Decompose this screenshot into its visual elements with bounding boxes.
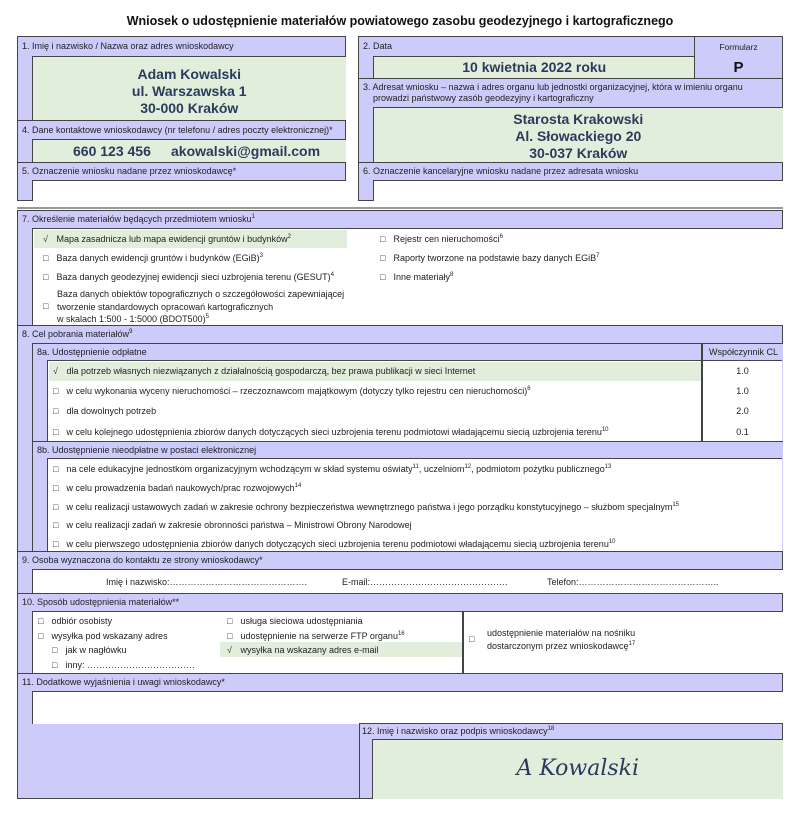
footnote-ref: 17 (628, 641, 636, 647)
item-label-line1: udostępnienie materiałów na nośniku (487, 628, 636, 638)
item-label: , uczelniom (418, 464, 465, 474)
cl-value-text: 1.0 (736, 386, 749, 396)
item-label-line3 (57, 313, 344, 326)
applicant-street: ul. Warszawska 1 (131, 83, 247, 99)
section-12-label (362, 726, 554, 737)
form-type-value: P (733, 59, 744, 76)
item-label: Raporty tworzone na podstawie bazy danych EGiB (393, 253, 597, 263)
cl-value-text: 2.0 (736, 406, 749, 416)
contact-person-phone-field[interactable]: Telefon:……………………………………….. (547, 577, 719, 587)
section-4-label: 4. Dane kontaktowe wnioskodawcy (nr telefonu / adres poczty elektronicznej)* (22, 125, 333, 135)
materials-item-gesut[interactable] (43, 272, 334, 283)
remarks-field[interactable] (32, 691, 783, 724)
checkbox-unchecked-icon[interactable]: □ (380, 234, 386, 244)
checkbox-unchecked-icon[interactable]: □ (469, 634, 475, 644)
section-8a-label: 8a. Udostępnienie odpłatne (37, 347, 147, 357)
footnote-ref: 3 (259, 253, 263, 259)
separator (17, 207, 783, 209)
footnote-ref: 16 (397, 631, 405, 637)
signature: A Kowalski (516, 756, 640, 781)
applicant-name-address-field[interactable] (32, 56, 346, 121)
checkbox-unchecked-icon[interactable]: □ (227, 631, 233, 641)
item-label: udostępnienie na serwerze FTP organu (240, 631, 398, 641)
date-field[interactable] (373, 56, 695, 79)
form-type-box (694, 36, 783, 79)
free-item-network-first[interactable] (53, 539, 616, 550)
delivery-applicant-medium[interactable] (469, 627, 635, 653)
item-label-line1: Baza danych obiektów topograficznych o szczegółowości zapewniającej (57, 289, 345, 299)
paid-item-any-needs[interactable] (53, 406, 156, 417)
item-label: Rejestr cen nieruchomości (393, 234, 500, 244)
item-label-line2 (487, 640, 635, 653)
delivery-ftp[interactable] (227, 631, 405, 642)
item-label: wysyłka na wskazany adres e-mail (240, 645, 379, 655)
footnote-ref: 8 (450, 272, 454, 278)
footnote-ref: 10 (601, 427, 609, 433)
delivery-postal[interactable] (38, 631, 168, 642)
checkbox-unchecked-icon[interactable]: □ (53, 483, 59, 493)
section-signature (359, 723, 783, 799)
delivery-column-divider (462, 612, 464, 674)
checkbox-unchecked-icon[interactable]: □ (43, 272, 49, 282)
section-8-label (22, 329, 132, 340)
section-3-label-line1: 3. Adresat wniosku – nazwa i adres organu lub jednostki organizacyjnej, która w imieniu organu (363, 82, 743, 92)
checkbox-unchecked-icon[interactable]: □ (52, 645, 58, 655)
addressee-field[interactable] (373, 107, 783, 163)
section-applicant (17, 36, 346, 121)
delivery-email[interactable] (227, 645, 379, 656)
section-5-label: 5. Oznaczenie wniosku nadane przez wnioskodawcę* (22, 166, 237, 176)
materials-item-egib[interactable] (43, 253, 263, 264)
item-label: Mapa zasadnicza lub mapa ewidencji gruntów i budynków (56, 234, 288, 244)
addressee-name: Starosta Krakowski (513, 111, 644, 127)
free-options-panel (47, 458, 782, 551)
item-label: w celu pierwszego udostępnienia zbiorów danych dotyczących sieci uzbrojenia terenu podmiotowi władającemu siecią uzbrojenia terenu (66, 539, 609, 549)
materials-panel (32, 228, 783, 327)
delivery-postal-other-address[interactable] (52, 660, 195, 671)
item-label: w celu realizacji zadań w zakresie obronności państwa – Ministrowi Obrony Narodowej (66, 520, 412, 530)
applicant-reference-field[interactable] (32, 180, 346, 201)
footnote-ref: 12 (464, 464, 472, 470)
checkbox-checked-icon[interactable]: √ (53, 366, 58, 376)
item-label: w celu wykonania wyceny nieruchomości – rzeczoznawcom majątkowym (dotyczy tylko rejestru cen nieruchomości) (66, 386, 528, 396)
item-label: inny: ……………………………… (65, 660, 196, 670)
section-8a (32, 343, 783, 441)
checkbox-checked-icon[interactable]: √ (43, 234, 48, 244)
contact-person-name-field[interactable]: Imię i nazwisko:………………………………………. (106, 577, 308, 587)
checkbox-unchecked-icon[interactable]: □ (38, 631, 44, 641)
checkbox-unchecked-icon[interactable]: □ (43, 253, 49, 263)
item-label-line3-text: w skalach 1:500 - 1:5000 (BDOT500) (57, 314, 206, 324)
item-label: w celu kolejnego udostępnienia zbiorów danych dotyczących sieci uzbrojenia terenu podmiotowi władającemu siecią uzbrojenia terenu (66, 427, 602, 437)
signature-field[interactable] (372, 739, 783, 799)
section-7-label (22, 214, 255, 225)
footnote-ref: 18 (547, 726, 555, 732)
item-label: w celu prowadzenia badań naukowych/prac rozwojowych (66, 483, 295, 493)
office-reference-field[interactable] (373, 180, 783, 201)
section-contact-person (17, 551, 783, 594)
materials-item-mapa[interactable] (43, 234, 291, 245)
footnote-ref: 9 (129, 329, 133, 335)
materials-item-rejestr-cen[interactable] (380, 234, 503, 245)
paid-item-own-needs[interactable] (53, 366, 475, 377)
item-label-line2-text: dostarczonym przez wnioskodawcę (487, 641, 629, 651)
item-label: wysyłka pod wskazany adres (51, 631, 168, 641)
checkbox-unchecked-icon[interactable]: □ (53, 427, 59, 437)
checkbox-checked-icon[interactable]: √ (227, 645, 232, 655)
delivery-panel (32, 611, 783, 674)
checkbox-unchecked-icon[interactable]: □ (380, 272, 386, 282)
section-materials (17, 210, 783, 327)
contact-person-email-field[interactable]: E-mail:………………………………………. (342, 577, 508, 587)
applicant-city: 30-000 Kraków (140, 100, 239, 116)
applicant-name: Adam Kowalski (137, 66, 241, 82)
item-label: odbiór osobisty (51, 616, 113, 626)
free-item-defence[interactable] (53, 520, 412, 531)
delivery-network-service[interactable] (227, 616, 363, 627)
free-item-education[interactable] (53, 464, 611, 475)
item-label: w celu realizacji ustawowych zadań w zakresie ochrony bezpieczeństwa wewnętrznego państwa i jego porządku konstytucyjnego – służbom specjalnym (66, 502, 673, 512)
section-8b-label: 8b. Udostępnienie nieodpłatne w postaci elektronicznej (37, 445, 257, 455)
checkbox-unchecked-icon[interactable]: □ (38, 616, 44, 626)
delivery-postal-header-address[interactable] (52, 645, 127, 656)
contact-field[interactable] (32, 139, 346, 163)
checkbox-unchecked-icon[interactable]: □ (53, 464, 59, 474)
section-10-label: 10. Sposób udostępnienia materiałów** (22, 597, 180, 607)
delivery-personal-pickup[interactable] (38, 616, 112, 627)
checkbox-unchecked-icon[interactable]: □ (52, 660, 58, 670)
section-1-label: 1. Imię i nazwisko / Nazwa oraz adres wnioskodawcy (22, 41, 234, 51)
footnote-ref: 15 (672, 502, 680, 508)
paid-item-valuation[interactable] (53, 386, 531, 397)
section-applicant-reference (17, 162, 346, 201)
checkbox-unchecked-icon[interactable]: □ (53, 520, 59, 530)
section-11-label: 11. Dodatkowe wyjaśnienia i uwagi wnioskodawcy* (22, 677, 225, 687)
item-label: usługa sieciowa udostępniania (240, 616, 363, 626)
date-value: 10 kwietnia 2022 roku (462, 59, 607, 75)
section-addressee (358, 78, 783, 163)
footnote-ref: 14 (294, 483, 302, 489)
section-delivery (17, 593, 783, 674)
footnote-ref: 1 (251, 214, 255, 220)
checkbox-unchecked-icon[interactable]: □ (53, 502, 59, 512)
checkbox-unchecked-icon[interactable]: □ (380, 253, 386, 263)
section-6-label: 6. Oznaczenie kancelaryjne wniosku nadane przez adresata wniosku (363, 166, 639, 176)
footnote-ref: 10 (608, 539, 616, 545)
item-label-line2: tworzenie standardowych opracowań kartograficznych (57, 301, 274, 312)
item-label: na cele edukacyjne jednostkom organizacyjnym wchodzącym w skład systemu oświaty (66, 464, 413, 474)
checkbox-unchecked-icon[interactable]: □ (53, 386, 59, 396)
item-label: Baza danych geodezyjnej ewidencji sieci uzbrojenia terenu (GESUT) (56, 272, 331, 282)
section-8-label-text: 8. Cel pobrania materiałów (22, 329, 130, 339)
item-label: Inne materiały (393, 272, 451, 282)
footnote-ref: 2 (287, 234, 291, 240)
contact-phone: 660 123 456 (73, 143, 151, 159)
item-label: dla dowolnych potrzeb (66, 406, 157, 416)
paid-item-network-owner[interactable] (53, 427, 609, 438)
free-item-security[interactable] (53, 502, 679, 513)
footnote-ref: 11 (412, 464, 419, 470)
checkbox-unchecked-icon[interactable]: □ (227, 616, 233, 626)
addressee-street: Al. Słowackiego 20 (515, 128, 642, 144)
section-purpose (17, 325, 783, 552)
materials-item-inne[interactable] (380, 272, 453, 283)
footnote-ref: 7 (596, 253, 600, 259)
section-date (358, 36, 695, 79)
section-9-label: 9. Osoba wyznaczona do kontaktu ze strony wnioskodawcy* (22, 555, 263, 565)
form-type-label: Formularz (719, 42, 758, 52)
item-label: dla potrzeb własnych niezwiązanych z działalnością gospodarczą, bez prawa publikacji w sieci Internet (66, 366, 476, 376)
section-12-label-text: 12. Imię i nazwisko oraz podpis wnioskodawcy (362, 726, 548, 736)
paid-options-panel (47, 360, 782, 441)
footnote-ref: 4 (330, 272, 335, 278)
checkbox-unchecked-icon[interactable]: □ (53, 539, 59, 549)
item-label: jak w nagłówku (65, 645, 127, 655)
materials-item-raporty[interactable] (380, 253, 599, 264)
section-contact (17, 120, 346, 163)
item-label: , podmiotom pożytku publicznego (471, 464, 605, 474)
cl-value-text: 1.0 (736, 366, 749, 376)
checkbox-unchecked-icon[interactable]: □ (53, 406, 59, 416)
section-office-reference (358, 162, 783, 201)
contact-email: akowalski@gmail.com (171, 143, 321, 159)
footnote-ref: 6 (499, 234, 503, 240)
footnote-ref: 5 (205, 314, 209, 320)
cl-value-text: 0.1 (736, 427, 749, 437)
page-title: Wniosek o udostępnienie materiałów powiatowego zasobu geodezyjnego i kartograficznego (126, 14, 674, 28)
free-item-research[interactable] (53, 483, 301, 494)
cl-header: Współczynnik CL (709, 347, 779, 357)
checkbox-unchecked-icon[interactable]: □ (43, 301, 49, 311)
materials-item-bdot500[interactable] (43, 288, 344, 326)
item-label: Baza danych ewidencji gruntów i budynków (EGiB) (56, 253, 260, 263)
addressee-city: 30-037 Kraków (529, 145, 628, 161)
footnote-ref: 13 (604, 464, 612, 470)
section-8b (32, 441, 783, 551)
footnote-ref: 6 (527, 386, 531, 392)
section-3-label-line2: prowadzi państwowy zasób geodezyjny i kartograficzny (373, 93, 594, 103)
section-2-label: 2. Data (363, 41, 393, 51)
contact-person-panel (32, 569, 783, 594)
section-7-label-text: 7. Określenie materiałów będących przedmiotem wniosku (22, 214, 252, 224)
